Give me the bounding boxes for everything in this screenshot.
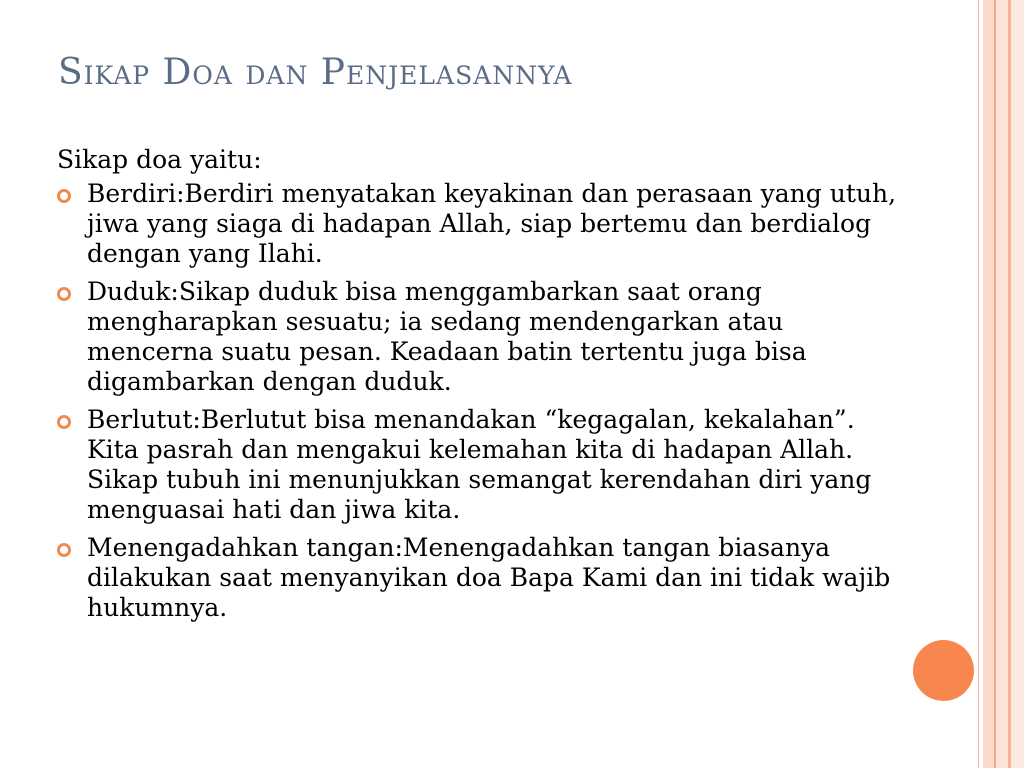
list-item <box>57 405 907 525</box>
bullet-text: Berlutut:Berlutut bisa menandakan “kegagalan, kekalahan”. Kita pasrah dan mengakui kelemahan kita di hadapan Allah. Sikap tubuh ini menunjukkan semangat kerendahan diri yang menguasai hati dan jiwa kita. <box>87 405 872 524</box>
edge-stripe <box>983 0 994 768</box>
ring-bullet-icon <box>57 189 71 203</box>
bullet-text: Duduk:Sikap duduk bisa menggambarkan saat orang mengharapkan sesuatu; ia sedang mendengarkan atau mencerna suatu pesan. Keadaan batin tertentu juga bisa digambarkan dengan duduk. <box>87 277 807 396</box>
bullet-text: Berdiri:Berdiri menyatakan keyakinan dan perasaan yang utuh, jiwa yang siaga di hadapan Allah, siap bertemu dan berdialog dengan yang Ilahi. <box>87 179 897 268</box>
edge-stripe <box>978 0 979 768</box>
slide-title: Sikap Doa dan Penjelasannya <box>58 52 573 93</box>
decorative-circle <box>913 640 974 701</box>
list-item <box>57 179 907 269</box>
ring-bullet-icon <box>57 415 71 429</box>
ring-bullet-icon <box>57 287 71 301</box>
slide-body <box>57 145 907 631</box>
bullet-text: Menengadahkan tangan:Menengadahkan tangan biasanya dilakukan saat menyanyikan doa Bapa Kami dan ini tidak wajib hukumnya. <box>87 533 891 622</box>
edge-stripe <box>996 0 1008 768</box>
list-item <box>57 533 907 623</box>
intro-text: Sikap doa yaitu: <box>57 145 262 174</box>
ring-bullet-icon <box>57 543 71 557</box>
list-item <box>57 277 907 397</box>
edge-stripe <box>1011 0 1024 768</box>
bullet-list <box>57 179 907 623</box>
